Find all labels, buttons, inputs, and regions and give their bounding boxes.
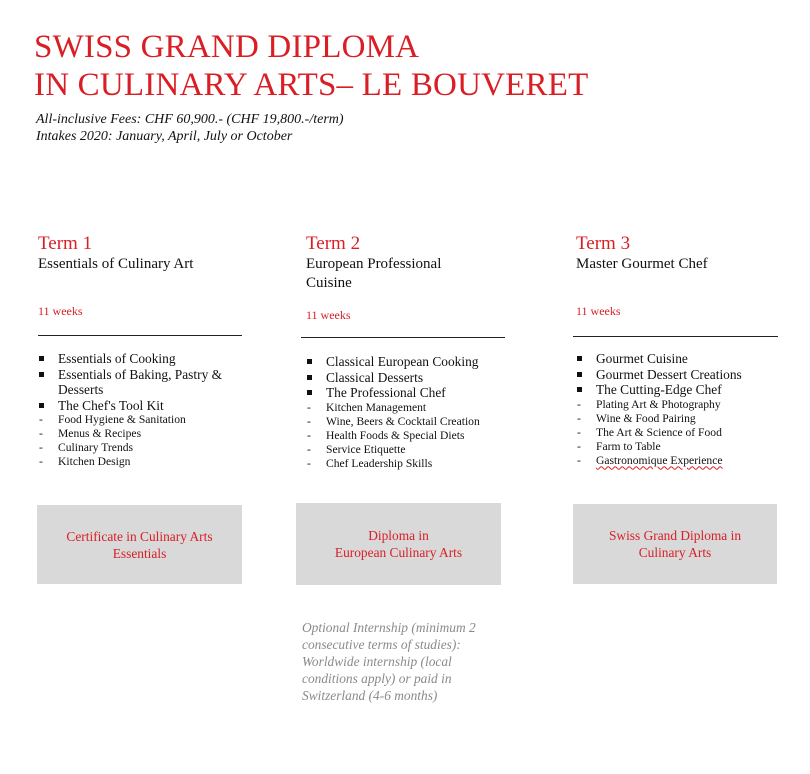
list-item xyxy=(576,367,791,383)
term-3-label: Term 3 xyxy=(576,233,631,254)
course-name: Farm to Table xyxy=(596,439,661,453)
list-item xyxy=(38,351,248,367)
internship-note-line-4: conditions apply) or paid in xyxy=(302,671,452,686)
course-name: Service Etiquette xyxy=(326,442,406,456)
term-2-label: Term 2 xyxy=(306,233,361,254)
term-2-course-list xyxy=(306,354,526,471)
term-2-name xyxy=(306,255,521,293)
list-item xyxy=(576,440,791,454)
course-name: Menus & Recipes xyxy=(58,427,142,440)
term-3-award-line-2: Culinary Arts xyxy=(638,545,712,560)
course-name: Kitchen Management xyxy=(326,400,427,414)
term-1-duration: 11 weeks xyxy=(38,304,83,318)
internship-note-line-3: Worldwide internship (local xyxy=(302,654,452,669)
list-item xyxy=(38,398,248,414)
course-name: Chef Leadership Skills xyxy=(326,456,433,470)
term-1-divider xyxy=(38,335,242,336)
list-item xyxy=(38,441,248,455)
course-name: The Art & Science of Food xyxy=(596,425,722,439)
course-name: Gastronomique Experience xyxy=(596,453,723,467)
list-item xyxy=(306,415,526,429)
list-item xyxy=(576,412,791,426)
title-line-1: SWISS GRAND DIPLOMA xyxy=(34,29,420,65)
term-2-header xyxy=(306,233,521,293)
course-name: Food Hygiene & Sanitation xyxy=(58,413,186,426)
term-3-header xyxy=(576,233,786,274)
list-item xyxy=(38,427,248,441)
course-name: Essentials of Baking, Pastry & Desserts xyxy=(58,366,223,397)
term-1-award-line-1: Certificate in Culinary Arts xyxy=(66,528,213,544)
term-3-award-line-1: Swiss Grand Diploma in xyxy=(608,528,742,543)
list-item xyxy=(38,367,248,398)
term-3-duration: 11 weeks xyxy=(576,304,621,318)
course-name: The Professional Chef xyxy=(326,385,446,400)
course-name: Wine & Food Pairing xyxy=(596,411,696,425)
fees-text: All-inclusive Fees: CHF 60,900.- (CHF 19,800.-/term) xyxy=(36,112,344,127)
intakes-text: Intakes 2020: January, April, July or October xyxy=(36,129,293,144)
course-name: Plating Art & Photography xyxy=(596,397,721,411)
list-item xyxy=(306,457,526,471)
term-2-award-box xyxy=(296,503,501,585)
course-name: Classical European Cooking xyxy=(326,354,479,369)
course-name: Gourmet Cuisine xyxy=(596,351,688,366)
internship-note-line-2: consecutive terms of studies): xyxy=(302,637,461,652)
term-1-course-list xyxy=(38,351,248,469)
program-info xyxy=(36,111,344,145)
course-name: Classical Desserts xyxy=(326,369,424,385)
course-name: Health Foods & Special Diets xyxy=(326,428,465,442)
list-item xyxy=(576,454,791,468)
term-3-course-list xyxy=(576,351,791,468)
title-line-2: IN CULINARY ARTS– LE BOUVERET xyxy=(34,67,589,103)
term-1-award-box xyxy=(37,505,242,584)
term-1-name-line-1: Essentials of Culinary Art xyxy=(38,256,194,272)
course-name: Gourmet Dessert Creations xyxy=(596,366,742,382)
list-item xyxy=(306,354,526,370)
term-1-name xyxy=(38,255,248,274)
term-3-award-box xyxy=(573,504,777,584)
list-item xyxy=(306,429,526,443)
list-item xyxy=(38,455,248,469)
course-name: Wine, Beers & Cocktail Creation xyxy=(326,414,480,428)
list-item xyxy=(576,382,791,398)
list-item xyxy=(306,443,526,457)
course-name: Essentials of Cooking xyxy=(58,351,176,366)
term-2-name-line-1: European Professional xyxy=(306,256,442,272)
internship-note-line-1: Optional Internship (minimum 2 xyxy=(302,620,476,635)
course-name: The Cutting-Edge Chef xyxy=(596,382,722,397)
term-3-name xyxy=(576,255,786,274)
term-1-label: Term 1 xyxy=(38,233,93,254)
term-2-name-line-2: Cuisine xyxy=(306,275,352,291)
term-2-divider xyxy=(301,337,505,338)
internship-note xyxy=(302,619,532,704)
list-item xyxy=(306,401,526,415)
course-name: The Chef's Tool Kit xyxy=(58,397,164,413)
term-3-divider xyxy=(573,336,778,337)
list-item xyxy=(576,351,791,367)
term-2-award-line-2: European Culinary Arts xyxy=(334,545,463,560)
course-name: Kitchen Design xyxy=(58,455,131,468)
term-1-header xyxy=(38,233,248,274)
course-name: Culinary Trends xyxy=(58,441,134,454)
list-item xyxy=(576,398,791,412)
term-3-name-line-1: Master Gourmet Chef xyxy=(576,256,708,272)
list-item xyxy=(38,413,248,427)
document-title xyxy=(34,28,588,104)
internship-note-line-5: Switzerland (4-6 months) xyxy=(302,688,438,703)
list-item xyxy=(306,385,526,401)
term-2-duration: 11 weeks xyxy=(306,308,351,322)
term-1-award-line-2: Essentials xyxy=(112,545,167,561)
list-item xyxy=(576,426,791,440)
term-2-award-line-1: Diploma in xyxy=(368,528,429,543)
list-item xyxy=(306,370,526,386)
